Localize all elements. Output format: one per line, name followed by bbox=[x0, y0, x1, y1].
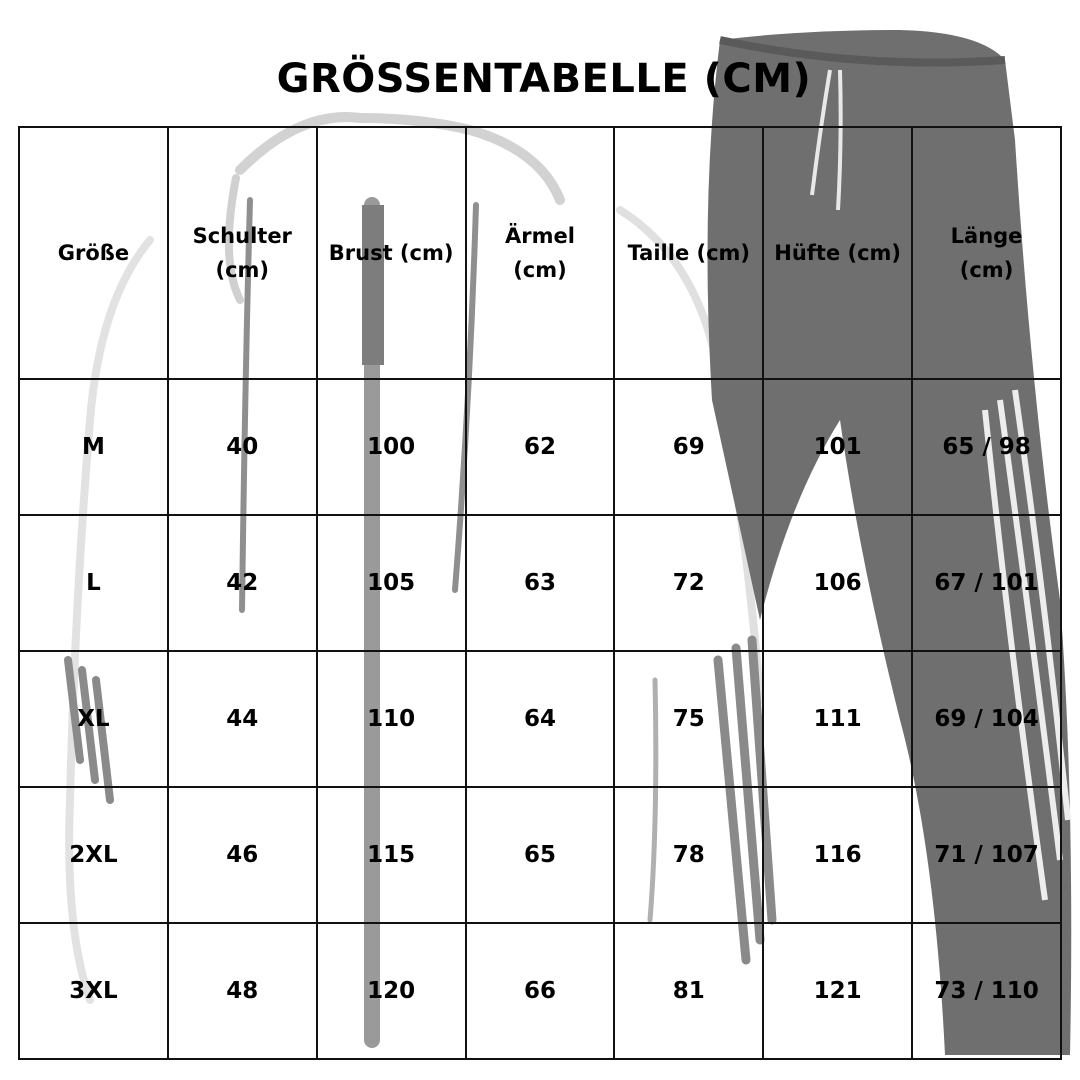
table-cell-size: L bbox=[19, 515, 168, 651]
header-chest: Brust (cm) bbox=[317, 127, 466, 379]
table-cell: 65 bbox=[466, 787, 615, 923]
table-header-row bbox=[19, 127, 1061, 379]
table-cell: 67 / 101 bbox=[912, 515, 1061, 651]
header-size: Größe bbox=[19, 127, 168, 379]
table-cell-size: 2XL bbox=[19, 787, 168, 923]
table-cell: 46 bbox=[168, 787, 317, 923]
table-cell: 72 bbox=[614, 515, 763, 651]
header-hip: Hüfte (cm) bbox=[763, 127, 912, 379]
table-cell: 100 bbox=[317, 379, 466, 515]
table-cell: 75 bbox=[614, 651, 763, 787]
table-cell: 40 bbox=[168, 379, 317, 515]
table-cell: 110 bbox=[317, 651, 466, 787]
table-row bbox=[19, 379, 1061, 515]
table-cell: 101 bbox=[763, 379, 912, 515]
table-cell: 69 / 104 bbox=[912, 651, 1061, 787]
header-sleeve: Ärmel (cm) bbox=[466, 127, 615, 379]
table-cell: 106 bbox=[763, 515, 912, 651]
header-waist: Taille (cm) bbox=[614, 127, 763, 379]
page-title: GRÖSSENTABELLE (CM) bbox=[276, 56, 812, 102]
table-cell: 81 bbox=[614, 923, 763, 1059]
table-cell: 105 bbox=[317, 515, 466, 651]
table-cell: 66 bbox=[466, 923, 615, 1059]
table-cell: 120 bbox=[317, 923, 466, 1059]
table-row bbox=[19, 923, 1061, 1059]
table-cell: 44 bbox=[168, 651, 317, 787]
table-cell: 65 / 98 bbox=[912, 379, 1061, 515]
table-cell: 78 bbox=[614, 787, 763, 923]
table-cell: 42 bbox=[168, 515, 317, 651]
table-cell: 48 bbox=[168, 923, 317, 1059]
table-cell: 63 bbox=[466, 515, 615, 651]
table-cell: 64 bbox=[466, 651, 615, 787]
table-cell: 121 bbox=[763, 923, 912, 1059]
size-table bbox=[18, 126, 1062, 1060]
table-cell-size: XL bbox=[19, 651, 168, 787]
table-cell: 73 / 110 bbox=[912, 923, 1061, 1059]
table-cell-size: M bbox=[19, 379, 168, 515]
header-shoulder: Schulter (cm) bbox=[168, 127, 317, 379]
table-cell: 69 bbox=[614, 379, 763, 515]
table-row bbox=[19, 651, 1061, 787]
header-length: Länge (cm) bbox=[912, 127, 1061, 379]
table-cell: 115 bbox=[317, 787, 466, 923]
table-cell: 62 bbox=[466, 379, 615, 515]
table-cell: 111 bbox=[763, 651, 912, 787]
table-row bbox=[19, 787, 1061, 923]
table-cell: 71 / 107 bbox=[912, 787, 1061, 923]
table-cell-size: 3XL bbox=[19, 923, 168, 1059]
table-cell: 116 bbox=[763, 787, 912, 923]
table-row bbox=[19, 515, 1061, 651]
